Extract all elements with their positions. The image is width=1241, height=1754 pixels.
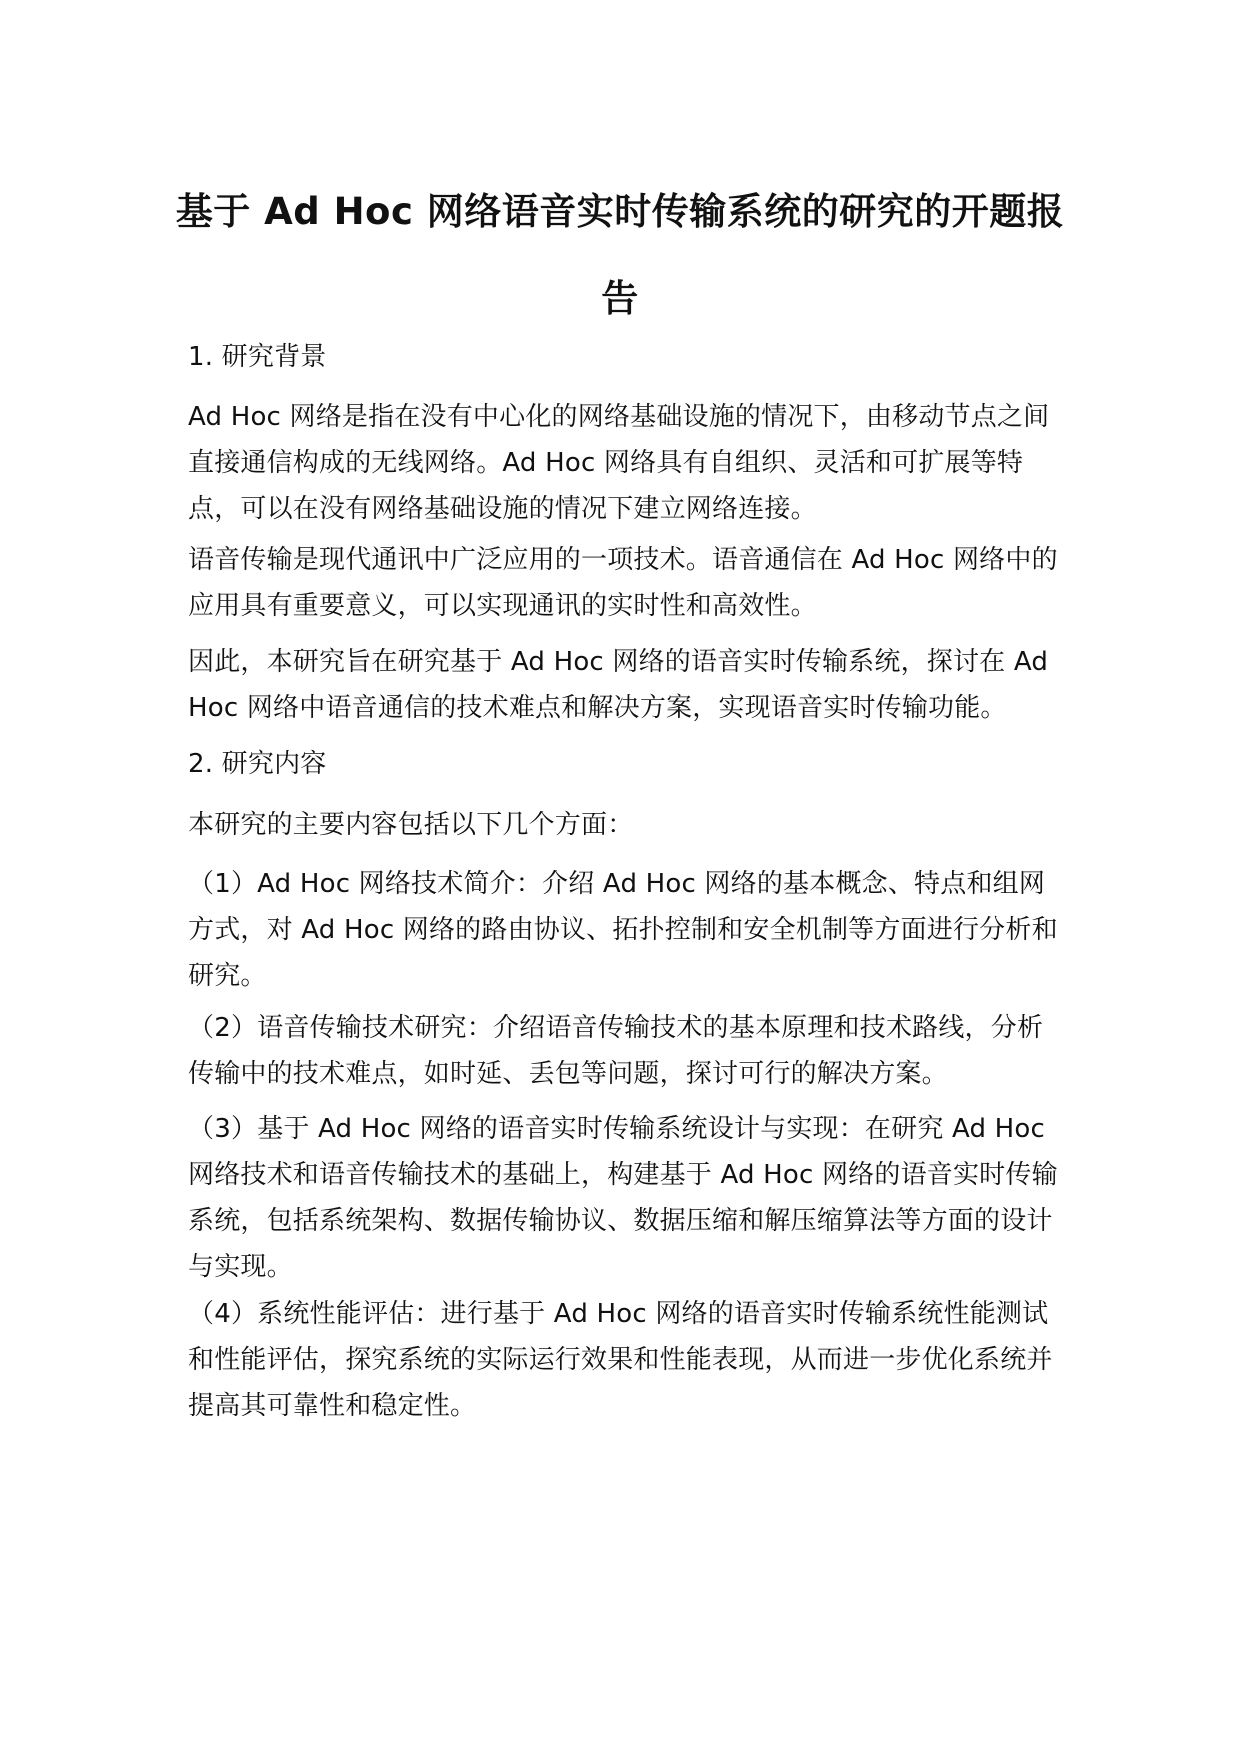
paragraph-item-3: （3）基于 Ad Hoc 网络的语音实时传输系统设计与实现：在研究 Ad Hoc 网络技术和语音传输技术的基础上，构建基于 Ad Hoc 网络的语音实时传输系统，包括系统架构、数据传输协议、数据压缩和解压缩算法等方面的设计与实现。	[188, 1114, 1058, 1282]
section-heading-content: 2. 研究内容	[188, 749, 327, 779]
page-title: 基于 Ad Hoc 网络语音实时传输系统的研究的开题报告	[175, 190, 1065, 320]
paragraph-item-2: （2）语音传输技术研究：介绍语音传输技术的基本原理和技术路线，分析传输中的技术难点，如时延、丢包等问题，探讨可行的解决方案。	[188, 1013, 1044, 1089]
paragraph-item-4: （4）系统性能评估：进行基于 Ad Hoc 网络的语音实时传输系统性能测试和性能评估，探究系统的实际运行效果和性能表现，从而进一步优化系统并提高其可靠性和稳定性。	[188, 1299, 1053, 1421]
paragraph-content-intro: 本研究的主要内容包括以下几个方面：	[188, 810, 634, 840]
paragraph-voice-transmission: 语音传输是现代通讯中广泛应用的一项技术。语音通信在 Ad Hoc 网络中的应用具有重要意义，可以实现通讯的实时性和高效性。	[188, 545, 1058, 621]
paragraph-adhoc-definition: Ad Hoc 网络是指在没有中心化的网络基础设施的情况下，由移动节点之间直接通信构成的无线网络。Ad Hoc 网络具有自组织、灵活和可扩展等特点，可以在没有网络基础设施的情况下建立网络连接。	[188, 402, 1050, 524]
section-heading-background: 1. 研究背景	[188, 342, 327, 372]
paragraph-item-1: （1）Ad Hoc 网络技术简介：介绍 Ad Hoc 网络的基本概念、特点和组网方式，对 Ad Hoc 网络的路由协议、拓扑控制和安全机制等方面进行分析和研究。	[188, 869, 1058, 991]
paragraph-research-aim: 因此，本研究旨在研究基于 Ad Hoc 网络的语音实时传输系统，探讨在 Ad Hoc 网络中语音通信的技术难点和解决方案，实现语音实时传输功能。	[188, 647, 1049, 723]
